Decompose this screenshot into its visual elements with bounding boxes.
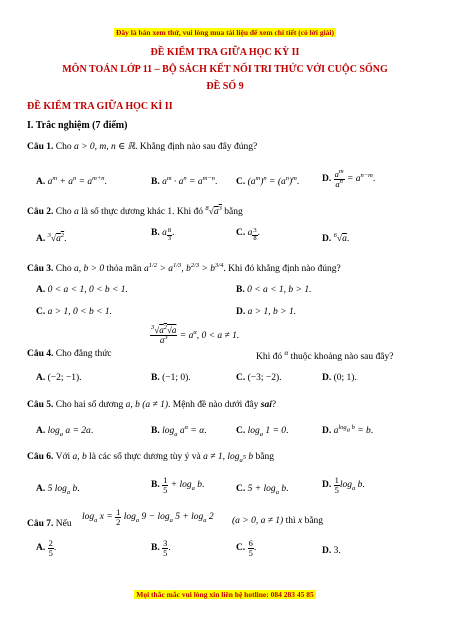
q4-formula: $\frac{^3√a^2√a}{a^3}$ = $a^\alpha$, 0 < a ≠ 1. <box>151 324 240 345</box>
q1-option-a[interactable]: A. $a^m + a^n = a^{m+n}$. <box>36 174 107 187</box>
q2-option-d[interactable]: D. $^6$√a. <box>322 231 350 244</box>
question-5: Câu 5. Cho hai số dương a, b (a ≠ 1). Mệnh đề nào dưới đây sai? <box>27 400 277 410</box>
q1-option-d[interactable]: D. $\frac{a^m}{a^n}$ = $a^{n-m}$. <box>322 168 376 189</box>
section-title: ĐỀ KIỂM TRA GIỮA HỌC KÌ II <box>27 101 173 112</box>
q5-option-a[interactable]: A. $\log_a a = 2a$. <box>36 426 94 438</box>
question-7: Câu 7. Nếu <box>27 519 72 529</box>
q2-option-a[interactable]: A. $^3√a^2$. <box>36 231 67 244</box>
exam-title: ĐỀ KIỂM TRA GIỮA HỌC KỲ II <box>150 47 300 58</box>
q7-option-c[interactable]: C. $\frac{6}{5}$ . <box>236 538 257 558</box>
q3-option-c[interactable]: C. a > 1, 0 < b < 1. <box>36 307 112 317</box>
hotline-footer: Mọi thắc mắc vui lòng xin liên hệ hotline: 084 283 45 85 <box>136 590 314 599</box>
q4-option-a[interactable]: A. (−2; −1). <box>36 373 82 383</box>
question-2: Câu 2. Cho a là số thực dương khác 1. Khi đó $^8√a^3$ bằng <box>27 204 243 217</box>
q4-option-c[interactable]: C. (−3; −2). <box>236 373 282 383</box>
q5-option-b[interactable]: B. $\log_a a^\alpha = \alpha$. <box>151 423 207 438</box>
exam-subtitle: MÔN TOÁN LỚP 11 – BỘ SÁCH KẾT NỐI TRI THỨC VỚI CUỘC SỐNG <box>62 64 388 75</box>
question-7-cont: (a > 0, a ≠ 1) thì x bằng <box>232 516 324 526</box>
q7-option-a[interactable]: A. $\frac{2}{5}$ . <box>36 538 57 558</box>
q3-option-b[interactable]: B. 0 < a < 1, b > 1. <box>236 285 312 295</box>
question-1: Câu 1. Cho a > 0, m, n ∈ ℝ. Khẳng định nào sau đây đúng? <box>27 142 258 152</box>
question-4-cont: Khi đó $^\alpha$ thuộc khoảng nào sau đây? <box>256 349 394 363</box>
q5-option-c[interactable]: C. $\log_a 1 = 0$. <box>236 426 289 438</box>
q4-option-b[interactable]: B. (−1; 0). <box>151 373 191 383</box>
q1-option-b[interactable]: B. $a^m \cdot a^n = a^{m-n}$. <box>151 174 218 187</box>
q3-option-d[interactable]: D. a > 1, b > 1. <box>236 307 297 317</box>
question-6: Câu 6. Với a, b là các số thực dương tùy ý và a ≠ 1, $\log_{a^5} b$ bằng <box>27 452 274 464</box>
q7-option-b[interactable]: B. $\frac{3}{5}$ . <box>151 538 171 558</box>
q1-option-c[interactable]: C. $(a^m)^n = (a^n)^m$. <box>236 174 300 187</box>
part-title: I. Trắc nghiệm (7 điểm) <box>27 120 128 131</box>
preview-banner: Đây là bản xem thử, vui lòng mua tài liệu để xem chi tiết (có lời giải) <box>115 28 335 37</box>
q4-option-d[interactable]: D. (0; 1). <box>322 373 357 383</box>
q7-option-d[interactable]: D. 3. <box>322 546 341 556</box>
q7-formula: $\log_a x$ = $\frac{1}{2}$ $\log_a 9 - \log_a 5 + \log_a 2$ <box>82 507 214 527</box>
exam-number: ĐỀ SỐ 9 <box>206 81 244 92</box>
q6-option-a[interactable]: A. 5 $\log_a b$. <box>36 484 80 496</box>
q2-option-c[interactable]: C. a $\frac{3}{8}$ . <box>236 227 260 242</box>
q6-option-b[interactable]: B. $\frac{1}{5}$ + $\log_a b$. <box>151 475 205 495</box>
q2-option-b[interactable]: B. a $\frac{8}{3}$ . <box>151 227 175 242</box>
q5-option-d[interactable]: D. $a^{log_a b} = b$. <box>322 423 374 436</box>
q3-option-a[interactable]: A. 0 < a < 1, 0 < b < 1. <box>36 285 128 295</box>
question-3: Câu 3. Cho a, b > 0 thỏa mãn $a^{1/2} > a^{1/3}$, $b^{2/3} > b^{3/4}$. Khi đó khẳng định nào đúng? <box>27 261 341 274</box>
q6-option-c[interactable]: C. $5 + \log_a b$. <box>236 484 289 496</box>
q6-option-d[interactable]: D. $\frac{1}{5}$ $\log_a b$. <box>322 475 365 495</box>
question-4: Câu 4. Cho đẳng thức <box>27 349 112 359</box>
